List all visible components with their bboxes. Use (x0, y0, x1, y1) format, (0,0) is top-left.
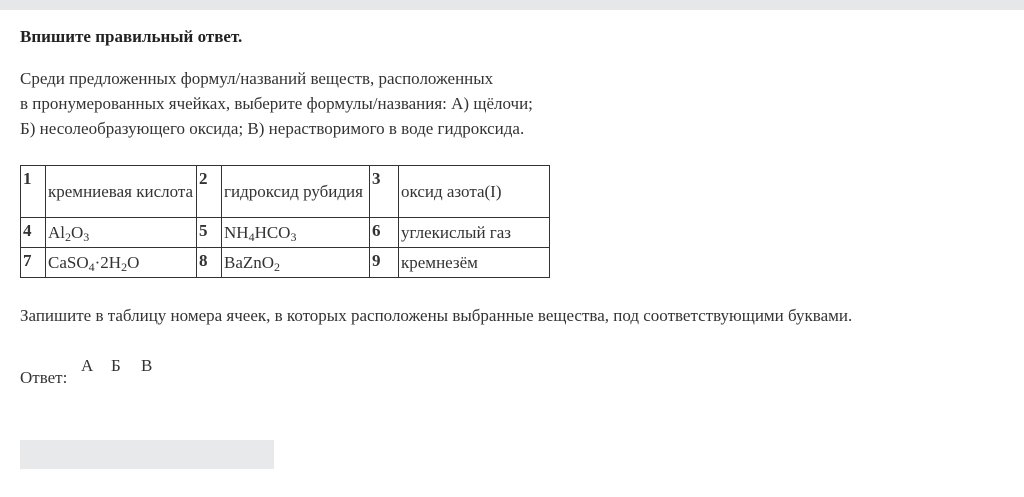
question-text (20, 66, 620, 141)
cell-substance (222, 248, 370, 278)
question-line: Б) несолеобразующего оксида; В) нерастворимого в воде гидроксида. (20, 119, 525, 138)
cell-substance (222, 218, 370, 248)
substance-text: O (71, 223, 84, 242)
table-row (21, 248, 550, 278)
formula-subscript: 4 (88, 260, 95, 274)
top-bar (0, 0, 1024, 10)
formula-subscript: 2 (274, 260, 281, 274)
substance-text: кремнезём (401, 253, 478, 272)
cell-number: 6 (370, 218, 399, 248)
cell-substance (399, 248, 550, 278)
cell-substance (46, 248, 197, 278)
substance-text: углекислый газ (401, 223, 512, 242)
cell-substance (46, 218, 197, 248)
formula-subscript: 2 (121, 260, 128, 274)
formula-subscript: 3 (290, 230, 297, 244)
substance-text: NH (224, 223, 249, 242)
cell-number: 8 (197, 248, 222, 278)
task-heading: Впишите правильный ответ. (20, 27, 243, 46)
substance-text: O (127, 253, 140, 272)
answer-input-field[interactable] (20, 440, 274, 469)
substance-text: кремниевая кислота (48, 182, 194, 201)
answer-letter-v: В (141, 356, 153, 375)
cell-number: 7 (21, 248, 46, 278)
substance-text: гидроксид рубидия (224, 182, 363, 201)
formula-subscript: 4 (248, 230, 255, 244)
substance-text: Al (48, 223, 65, 242)
cell-substance (222, 166, 370, 218)
cell-number: 4 (21, 218, 46, 248)
substance-text: CaSO (48, 253, 89, 272)
substance-text: оксид азота(I) (401, 182, 502, 201)
answer-letter-a: А (81, 356, 94, 375)
answer-instruction: Запишите в таблицу номера ячеек, в которых расположены выбранные вещества, под соответствующими буквами. (20, 306, 853, 325)
formula-subscript: 2 (65, 230, 71, 244)
table-row (21, 166, 550, 218)
substance-text: HCO (254, 223, 291, 242)
substances-table (20, 165, 550, 278)
cell-number: 2 (197, 166, 222, 218)
cell-number: 5 (197, 218, 222, 248)
cell-substance (399, 218, 550, 248)
cell-substance (46, 166, 197, 218)
cell-number: 1 (21, 166, 46, 218)
table-row (21, 218, 550, 248)
answer-letters (80, 356, 170, 376)
answer-label: Ответ: (20, 368, 68, 387)
answer-letter-b: Б (111, 356, 121, 375)
question-line: Среди предложенных формул/названий веществ, расположенных (20, 69, 494, 88)
substance-text: BaZnO (224, 253, 275, 272)
formula-subscript: 3 (83, 230, 90, 244)
cell-substance (399, 166, 550, 218)
substance-text: ·2H (94, 253, 122, 272)
question-line: в пронумерованных ячейках, выберите формулы/названия: А) щёлочи; (20, 94, 533, 113)
cell-number: 3 (370, 166, 399, 218)
cell-number: 9 (370, 248, 399, 278)
